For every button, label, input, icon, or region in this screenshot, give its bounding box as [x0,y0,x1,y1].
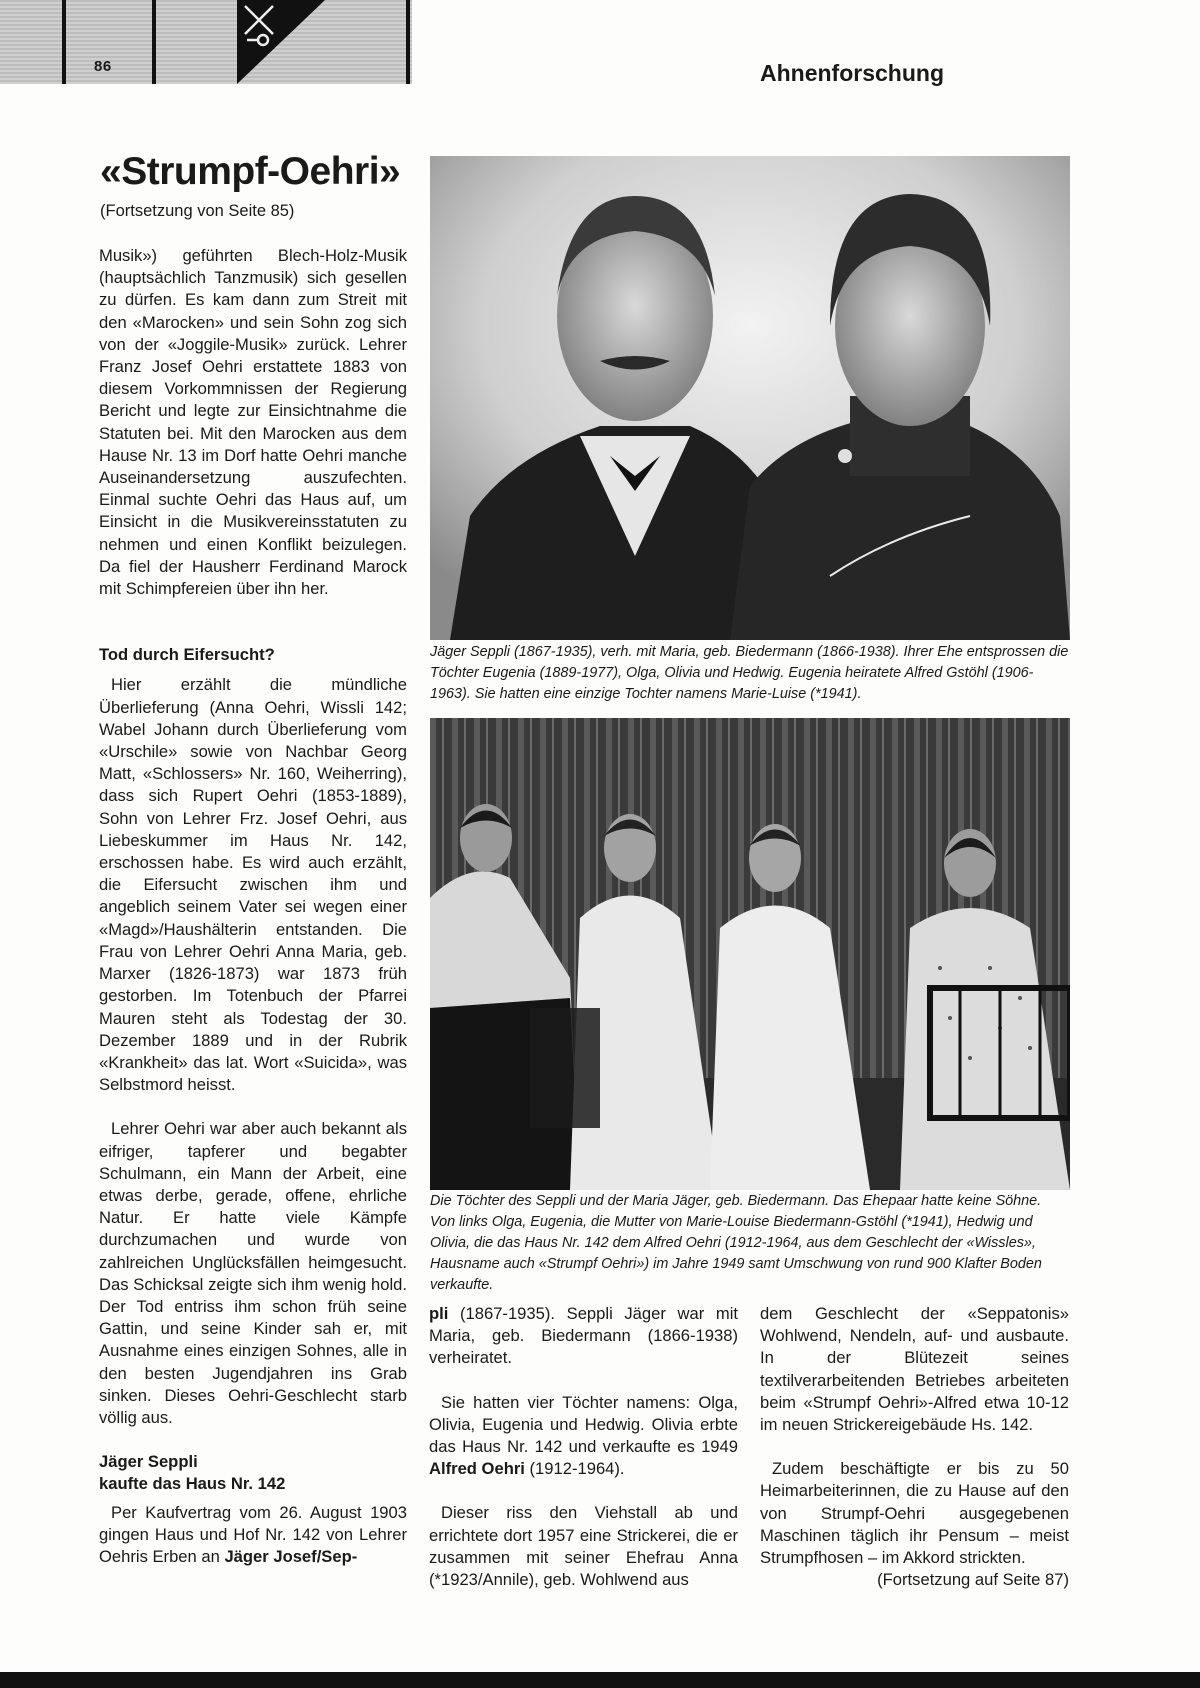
subheading-tod-durch-eifersucht: Tod durch Eifersucht? [99,645,275,665]
photo-couple-portrait [430,156,1070,640]
subheading-line: kaufte das Haus Nr. 142 [99,1474,286,1494]
continued-from: (Fortsetzung von Seite 85) [100,202,295,220]
subheading-jaeger-seppli [99,1451,407,1495]
paragraph [429,1392,738,1481]
section-title: Ahnenforschung [760,60,944,86]
paragraph [429,1303,738,1370]
paragraph-text: Per Kaufvertrag vom 26. August 1903 gingen Haus und Hof Nr. 142 von Lehrer Oehris Erben an [99,1502,407,1566]
article-title: «Strumpf-Oehri» [100,150,401,193]
photo-caption-1: Jäger Seppli (1867-1935), verh. mit Maria, geb. Biedermann (1866-1938). Ihrer Ehe entsprossen die Töchter Eugenia (1889-1977), Olga, Olivia und Hedwig. Eugenia heiratete Alfred Gstöhl (1906-1963). Sie hatten eine einzige Tochter namens Marie-Luise (*1941). [430,644,1069,702]
text-column-3 [760,1303,1069,1591]
photo-four-daughters [430,718,1070,1190]
paragraph-text: Sie hatten vier Töchter namens: Olga, Olivia, Eugenia und Hedwig. Olivia erbte das Haus Nr. 142 und verkaufte es 1949 [429,1392,738,1457]
paragraph: dem Geschlecht der «Seppatonis» Wohlwend, Nendeln, auf- und ausbaute. In der Blütezeit seines textilverarbeitenden Betriebes arbeiteten beim «Strumpf Oehri»-Alfred etwa 10-12 im neuen Strickereigebäude Hs. 142. [760,1304,1069,1435]
paragraph-bold: Jäger Josef/Sep- [224,1546,358,1566]
paragraph: Musik») geführten Blech-Holz-Musik (hauptsächlich Tanzmusik) sich gesellen zu dürfen. Es kam dann zum Streit mit den «Marocken» und sein Sohn zog sich von der «Joggile-Musik» zurück. Lehrer Franz Josef Oehri erstattete 1883 von diesem Vorkommnissen der Regierung Bericht und legte zur Einsichtnahme die Statuten bei. Mit den Marocken aus dem Hause Nr. 13 im Dorf hatte Oehri manche Auseinandersetzung auszufechten. Einmal suchte Oehri das Haus auf, um Einsicht in die Musikvereinsstatuten zu nehmen und einen Konflikt beizulegen. Da fiel der Hausherr Ferdinand Marock mit Schimpfereien über ihn her. [99,246,407,599]
paragraph-text: (1867-1935). Seppli Jäger war mit Maria, geb. Biedermann (1866-1938) verheiratet. [429,1304,738,1368]
paragraph: Lehrer Oehri war aber auch bekannt als eifriger, tapferer und begabter Schulmann, ein Mann der Arbeit, eine etwas derbe, gerade, offene, ehrliche Natur. Er hatte viele Kämpfe durchzumachen und wurde von zahlreichen Unglücksfällen heimgesucht. Das Schicksal zeigte sich ihm wenig hold. Der Tod entriss ihm schon früh seine Gattin, und seine Kinder sah er, mit Ausnahme eines einzigen Sohnes, alle in den besten Jugendjahren ins Grab sinken. Dieses Oehri-Geschlecht starb völlig aus. [99,1119,407,1427]
crafts-emblem-icon [237,0,325,84]
page-number: 86 [94,58,112,75]
header-rule [406,0,410,84]
photo-caption-2: Die Töchter des Seppli und der Maria Jäger, geb. Biedermann. Das Ehepaar hatte keine Söhne. Von links Olga, Eugenia, die Mutter von Marie-Louise Biedermann-Gstöhl (*1941), Hedwig und Olivia, die das Haus Nr. 142 dem Alfred Oehri (1912-1964, aus dem Geschlecht der «Wissles», Hausname auch «Strumpf Oehri») im Jahre 1949 samt Umschwung von rund 900 Klafter Boden verkaufte. [430,1193,1042,1293]
header-rule [152,0,156,84]
paragraph-text: (1912-1964). [524,1459,625,1479]
paragraph-bold: Alfred Oehri [429,1459,525,1479]
text-column-1 [99,245,407,1568]
subheading-line: Jäger Seppli [99,1452,198,1472]
paragraph: Dieser riss den Viehstall ab und errichtete dort 1957 eine Strickerei, die er zusammen mit seiner Ehefrau Anna (*1923/Annile), geb. Wohlwend aus [429,1503,738,1590]
paragraph-bold: pli [429,1304,449,1323]
continued-on: (Fortsetzung auf Seite 87) [877,1570,1069,1590]
paragraph: Hier erzählt die mündliche Überlieferung (Anna Oehri, Wissli 142; Wabel Johann durch Überlieferung vom «Urschile» sowie von Nachbar Georg Matt, «Schlossers» Nr. 160, Weiherring), dass sich Rupert Oehri (1853-1889), Sohn von Lehrer Frz. Josef Oehri, aus Liebeskummer im Haus Nr. 142, erschossen habe. Es wird auch erzählt, die Eifersucht zwischen ihm und angeblich seinem Vater sei wegen einer «Magd»/Haushälterin entstanden. Die Frau von Lehrer Oehri Anna Maria, geb. Marxer (1826-1873) war 1873 früh gestorben. Im Totenbuch der Pfarrei Mauren steht als Todestag der 30. Dezember 1889 und in der Rubrik «Krankheit» das lat. Wort «Suicida», was Selbstmord heisst. [99,675,407,1095]
header-rule [62,0,66,84]
bottom-rule [0,1672,1200,1688]
paragraph: Zudem beschäftigte er bis zu 50 Heimarbeiterinnen, die zu Hause auf den von Strumpf-Oehri ausgegebenen Maschinen täglich ihr Pensum – meist Strumpfhosen – im Akkord strickten. [760,1459,1069,1568]
text-column-2 [429,1303,738,1591]
paragraph [99,1502,407,1569]
